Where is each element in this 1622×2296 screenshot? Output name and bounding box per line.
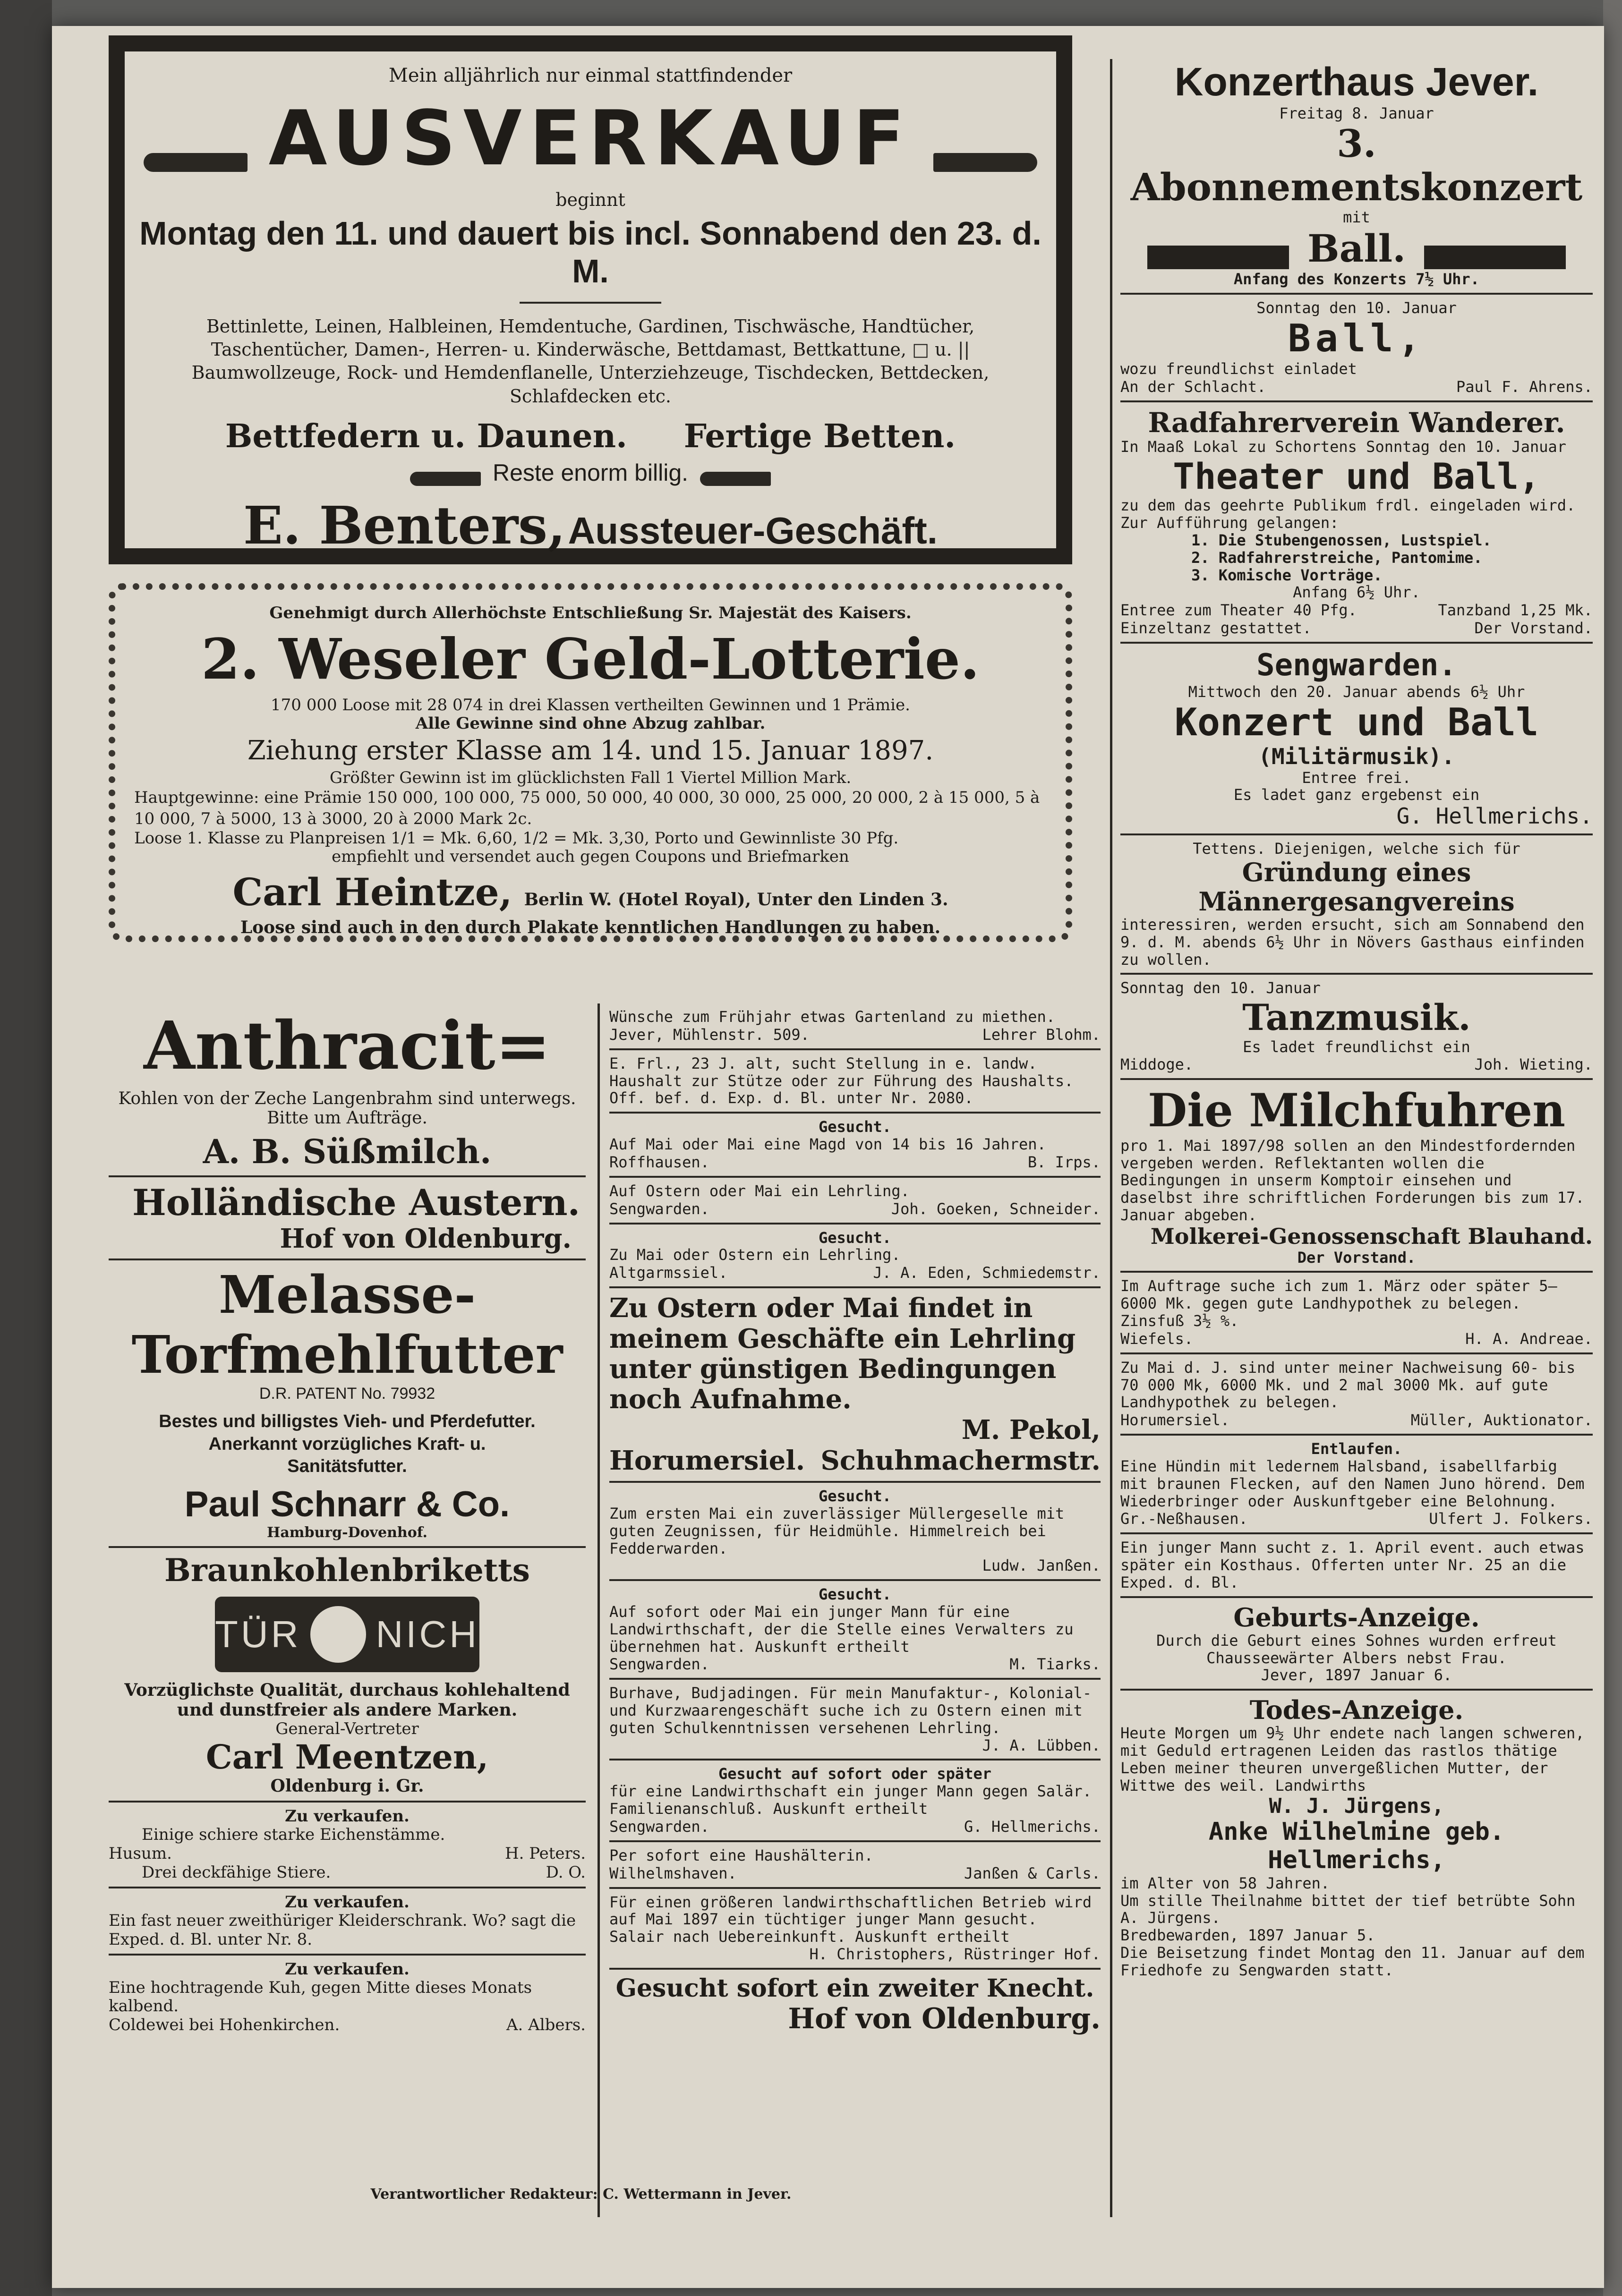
maennergesang-ad [1120, 840, 1593, 968]
melasse-place: Hamburg-Dovenhof. [266, 1524, 427, 1541]
melasse-firm: Paul Schnarr & Co. [184, 1484, 510, 1524]
tuernich-logo [215, 1597, 479, 1672]
verkaufen-seller2: D. O. [546, 1863, 586, 1882]
divider [609, 1759, 1101, 1760]
ad-invite: Es ladet freundlichst ein [1243, 1037, 1470, 1056]
ad-place: Bredbewarden, 1897 Januar 5. [1120, 1926, 1375, 1945]
footer-editor: Verantwortlicher Redakteur: C. Wettermann in Jever. [370, 2186, 792, 2202]
divider [1120, 1532, 1593, 1534]
ad-text: Auf sofort oder Mai ein junger Mann für eine Landwirthschaft, der die Stelle eines Verwalters zu übernehmen hat. Auskunft ertheilt [609, 1602, 1074, 1656]
newspaper-page [52, 26, 1604, 2288]
divider [609, 1678, 1101, 1680]
divider [609, 1968, 1101, 1970]
ad-text: pro 1. Mai 1897/98 sollen an den Mindestfordernden vergeben werden. Reflektanten wollen die Bedingungen in unserm Komptoir einsehen und daselbst ihre schriftlichen Forderungen bis zum 17. Januar abgeben. [1120, 1136, 1585, 1224]
divider [609, 1286, 1101, 1288]
brikett-ad [109, 1553, 586, 1796]
konzerthaus-concert: 3. Abonnementskonzert [1130, 121, 1583, 210]
ad-place: Horumersiel. [609, 1445, 805, 1477]
ball-invite: wozu freundlichst einladet [1120, 359, 1357, 378]
ausverkauf-beds: Fertige Betten. [683, 417, 956, 456]
brikett-desc: Vorzüglichste Qualität, durchaus kohlehaltend und dunstfreier als andere Marken. [124, 1680, 570, 1720]
ad-text: Heute Morgen um 9½ Uhr endete nach langen schweren, mit Geduld ertragenen Leiden das rastlos thätige Leben meiner theuren unvergeßlichen Mutter, der Wittwe des weil. Landwirths [1120, 1724, 1585, 1794]
program-item: 3. Komische Vorträge. [1191, 566, 1383, 584]
melasse-title: Melasse- [218, 1264, 476, 1326]
sengwarden-title2: Konzert und Ball [1174, 700, 1539, 744]
konzerthaus-title: Konzerthaus Jever. [1174, 60, 1539, 104]
verkaufen-seller: A. Albers. [506, 2015, 586, 2034]
scan-right-edge [1603, 0, 1622, 2296]
radfahrer-ad [1120, 407, 1593, 638]
lotterie-approved: Genehmigt durch Allerhöchste Entschließung Sr. Majestät des Kaisers. [269, 604, 912, 622]
ad-signer: Müller, Auktionator. [1410, 1411, 1593, 1429]
ad-head: Gesucht. [818, 1487, 892, 1505]
radfahrer-anfang: Anfang 6½ Uhr. [1293, 583, 1420, 602]
pointing-hand-icon [700, 472, 771, 486]
ad-signer: M. Pekol, [961, 1414, 1101, 1446]
entlaufen-ad [1120, 1440, 1593, 1528]
ad-title: Tanzmusik. [1242, 996, 1471, 1039]
ad-signer: Ulfert J. Folkers. [1429, 1510, 1593, 1528]
verwalter-ad [609, 1586, 1101, 1673]
brikett-place: Oldenburg i. Gr. [270, 1776, 424, 1796]
divider [109, 1546, 586, 1548]
ad-signer: Hof von Oldenburg. [788, 2002, 1101, 2035]
gartenland-ad [609, 1008, 1101, 1044]
ball-date: Sonntag den 10. Januar [1256, 298, 1457, 317]
ad-signer: H. A. Andreae. [1465, 1329, 1593, 1348]
austern-ad [109, 1182, 586, 1254]
sengwarden-title: Sengwarden. [1256, 648, 1457, 683]
verkaufen-head: Zu verkaufen. [285, 1807, 410, 1826]
program-item: 2. Radfahrerstreiche, Pantomime. [1191, 548, 1483, 567]
ad-signer: Paul F. Ahrens. [1456, 377, 1593, 396]
konzerthaus-ad [1120, 59, 1593, 288]
christophers-ad [609, 1894, 1101, 1963]
ad-signer: H. Christophers, Rüstringer Hof. [809, 1945, 1101, 1964]
ad-text2: interessiren, werden ersucht, sich am Sonnabend den 9. d. M. abends 6½ Uhr in Növers Gasthaus einfinden zu wollen. [1120, 915, 1585, 969]
divider [1120, 293, 1593, 295]
ad-text: Gesucht sofort ein zweiter Knecht. [615, 1973, 1094, 2003]
verkaufen-text: Eine hochtragende Kuh, gegen Mitte dieses Monats kalbend. [109, 1978, 532, 2015]
divider [609, 1223, 1101, 1225]
ad-text: Durch die Geburt eines Sohnes wurden erfreut Chausseewärter Albers nebst Frau. [1156, 1631, 1557, 1667]
ad-text: Eine Hündin mit ledernem Halsband, isabellfarbig mit braunen Flecken, auf den Namen Juno hörend. Dem Wiederbringer oder Auskunftgeber eine Belohnung. [1120, 1457, 1585, 1510]
ad-title: Die Milchfuhren [1147, 1084, 1565, 1138]
ad-signer: M. Tiarks. [1009, 1655, 1101, 1674]
pointing-hand-right-icon [933, 153, 1037, 172]
ad-signer: Ludw. Janßen. [982, 1556, 1101, 1575]
divider [1120, 1271, 1593, 1273]
verkaufen-place: Husum. [109, 1844, 172, 1863]
ad-signer: Joh. Wieting. [1474, 1055, 1593, 1074]
program-item: 1. Die Stubengenossen, Lustspiel. [1191, 531, 1492, 550]
lotterie-seller: Carl Heintze, [232, 870, 512, 915]
verkaufen-seller: H. Peters. [504, 1844, 586, 1863]
konzerthaus-mit: mit [1343, 208, 1370, 227]
deceased-husband: W. J. Jürgens, [1269, 1794, 1444, 1818]
anthracit-ad [109, 1008, 586, 1171]
ad-head: Gesucht auf sofort oder später [718, 1765, 991, 1783]
ad-text: für eine Landwirthschaft ein junger Mann gegen Salär. Familienanschluß. Auskunft ertheilt [609, 1782, 1092, 1818]
lotterie-main: Hauptgewinne: eine Prämie 150 000, 100 000, 75 000, 50 000, 40 000, 30 000, 25 000, 20 000, 2 à 15 000, 5 à 10 000, 7 à 5000, 13 à 3000, 20 à 2000 Mark 2c. [134, 788, 1040, 828]
ausverkauf-feathers: Bettfedern u. Daunen. [225, 417, 627, 456]
ad-text: Burhave, Budjadingen. Für mein Manufaktur-, Kolonial- und Kurzwaarengeschäft suche ich zu Ostern einen mit guten Schulkenntnissen versehenen Lehrling. [609, 1684, 1092, 1737]
ad-place: An der Schlacht. [1120, 377, 1266, 396]
radfahrer-theater: Theater und Ball, [1173, 455, 1540, 498]
ausverkauf-firm-suffix: Aussteuer-Geschäft. [568, 510, 938, 552]
pointing-hand-icon [410, 472, 481, 486]
lotterie-line1: 170 000 Loose mit 28 074 in drei Klassen vertheilten Gewinnen und 1 Prämie. [271, 695, 910, 714]
verkaufen-ad-1 [109, 1807, 586, 1882]
ad-title: Gründung eines Männergesangvereins [1198, 857, 1515, 917]
pointing-hand-left-icon [144, 153, 248, 172]
ad-place: Horumersiel. [1120, 1411, 1230, 1429]
pekol-ad [609, 1293, 1101, 1476]
frl-ad: E. Frl., 23 J. alt, sucht Stellung in e. landw. Haushalt zur Stütze oder zur Führung des Haushalts. Off. bef. d. Exp. d. Bl. unter Nr. 2080. [609, 1054, 1074, 1107]
lotterie-also: Loose sind auch in den durch Plakate kenntlichen Handlungen zu haben. [240, 918, 941, 938]
ad-head: Todes-Anzeige. [1249, 1695, 1464, 1726]
middle-column [609, 1008, 1101, 2035]
ad-head: Gesucht. [818, 1585, 892, 1604]
divider [1120, 833, 1593, 835]
konzerthaus-start: Anfang des Konzerts 7½ Uhr. [1233, 270, 1480, 289]
ad-trade: Schuhmachermstr. [820, 1445, 1101, 1477]
ball-ad [1120, 299, 1593, 396]
ad-head: Geburts-Anzeige. [1233, 1602, 1480, 1633]
ad-head: Gesucht. [818, 1228, 892, 1247]
ad-signer: Lehrer Blohm. [982, 1025, 1101, 1044]
ad-place: Roffhausen. [609, 1153, 709, 1171]
divider [609, 1840, 1101, 1842]
ad-date: Jever, 1897 Januar 6. [1261, 1666, 1452, 1684]
divider [609, 1481, 1101, 1483]
ad-signer: G. Hellmerichs. [964, 1817, 1101, 1836]
lotterie-ad [109, 583, 1072, 942]
logo-left-text: TÜR [215, 1613, 301, 1656]
divider [520, 302, 661, 304]
verkaufen-text: Einige schiere starke Eichenstämme. [142, 1825, 445, 1845]
verkaufen-place: Coldewei bei Hohenkirchen. [109, 2015, 340, 2034]
radfahrer-title: Radfahrerverein Wanderer. [1148, 406, 1565, 439]
ausverkauf-dates: Montag den 11. und dauert bis incl. Sonnabend den 23. d. M. [139, 214, 1041, 290]
ausverkauf-intro: Mein alljährlich nur einmal stattfindender [388, 65, 793, 86]
tanzmusik-ad [1120, 979, 1593, 1073]
ad-place: Altgarmssiel. [609, 1264, 728, 1282]
ad-text: Zum ersten Mai ein zuverlässiger Müllergeselle mit guten Zeugnissen, für Heidmühle. Himmelreich bei Fedderwarden. [609, 1504, 1065, 1557]
lotterie-title: 2. Weseler Geld-Lotterie. [201, 626, 980, 692]
divider [609, 1112, 1101, 1114]
verkaufen-head: Zu verkaufen. [285, 1893, 410, 1912]
lotterie-line2: Alle Gewinne sind ohne Abzug zahlbar. [415, 714, 766, 733]
ad-text: Tettens. Diejenigen, welche sich für [1193, 840, 1520, 858]
ad-signer: Janßen & Carls. [964, 1864, 1101, 1882]
divider [1120, 1596, 1593, 1598]
ad-text: Auf Ostern oder Mai ein Lehrling. [609, 1182, 910, 1200]
ad-place: Wilhelmshaven. [609, 1864, 737, 1882]
ad-text: Zu Mai oder Ostern ein Lehrling. [609, 1246, 901, 1264]
ad-place: Sengwarden. [609, 1655, 709, 1674]
sengwarden-ad [1120, 648, 1593, 829]
radfahrer-text: In Maaß Lokal zu Schortens Sonntag den 10. Januar [1120, 438, 1567, 456]
todes-ad [1120, 1695, 1593, 1979]
brikett-name: Carl Meentzen, [205, 1737, 489, 1777]
column-rule-middle [598, 1003, 600, 2217]
luebben-ad [609, 1684, 1101, 1754]
ornament-bar [1424, 246, 1566, 269]
hellmerichs-ad [609, 1765, 1101, 1835]
ad-text: Zu Mai d. J. sind unter meiner Nachweisung 60- bis 70 000 Mk, 6000 Mk. und 2 mal 3000 Mk. auf gute Landhypothek zu belegen. [1120, 1358, 1576, 1412]
divider [1120, 1352, 1593, 1354]
verkaufen-head: Zu verkaufen. [285, 1959, 410, 1979]
radfahrer-entree: Entree zum Theater 40 Pfg. [1120, 601, 1357, 620]
divider [609, 1887, 1101, 1889]
ad-date: Sonntag den 10. Januar [1120, 979, 1321, 997]
ornament-bar [1147, 246, 1289, 269]
ausverkauf-headline: AUSVERKAUF [268, 94, 913, 182]
melasse-desc: Bestes und billigstes Vieh- und Pferdefutter. Anerkannt vorzügliches Kraft- u. Sanitätsfutter. [159, 1412, 536, 1477]
ad-text: Per sofort eine Haushälterin. [609, 1846, 873, 1864]
ball-title: Ball, [1288, 316, 1426, 360]
divider [109, 1887, 586, 1888]
konzerthaus-date: Freitag 8. Januar [1279, 104, 1434, 122]
lotterie-largest: Größter Gewinn ist im glücklichsten Fall 1 Viertel Million Mark. [329, 768, 852, 788]
ad-firm: Molkerei-Genossenschaft Blauhand. [1150, 1223, 1593, 1249]
melasse-patent: D.R. PATENT No. 79932 [259, 1385, 435, 1403]
radfahrer-tanzband: Tanzband 1,25 Mk. [1438, 601, 1593, 620]
divider [109, 1259, 586, 1260]
radfahrer-einzel: Einzeltanz gestattet. [1120, 619, 1312, 638]
geburt-ad [1120, 1603, 1593, 1684]
haushaelterin-ad [609, 1847, 1101, 1882]
lotterie-price: Loose 1. Klasse zu Planpreisen 1/1 = Mk. 6,60, 1/2 = Mk. 3,30, Porto und Gewinnliste 30 Pfg. [134, 828, 899, 848]
ad-place: Wiefels. [1120, 1329, 1194, 1348]
divider [1120, 400, 1593, 402]
radfahrer-vorstand: Der Vorstand. [1474, 619, 1593, 638]
lotterie-draw: Ziehung erster Klasse am 14. und 15. Januar 1897. [247, 735, 934, 766]
brikett-agent: General-Vertreter [275, 1719, 419, 1739]
lehrling-ad-1 [609, 1182, 1101, 1218]
ad-place: Jever, Mühlenstr. 509. [609, 1025, 810, 1044]
ad-head: Entlaufen. [1311, 1440, 1402, 1458]
right-column [1120, 59, 1593, 1979]
divider [1120, 642, 1593, 644]
sengwarden-date: Mittwoch den 20. Januar abends 6½ Uhr [1188, 682, 1525, 701]
ad-text: Auf Mai oder Mai eine Magd von 14 bis 16 Jahren. [609, 1135, 1046, 1153]
radfahrer-text2: zu dem das geehrte Publikum frdl. eingeladen wird. Zur Aufführung gelangen: [1120, 496, 1576, 532]
mueller-ad [1120, 1359, 1593, 1429]
brikett-title: Braunkohlenbriketts [164, 1551, 530, 1589]
ad-text: Wünsche zum Frühjahr etwas Gartenland zu miethen. [609, 1008, 1056, 1026]
ad-place: Sengwarden. [609, 1199, 709, 1218]
verkaufen-ad-2 [109, 1893, 586, 1948]
anthracit-title: Anthracit= [144, 1007, 551, 1085]
ad-place: Middoge. [1120, 1055, 1194, 1074]
ad-signer: Joh. Goeken, Schneider. [891, 1199, 1101, 1218]
ad-text: Für einen größeren landwirthschaftlichen Betrieb wird auf Mai 1897 ein tüchtiger junger Mann gesucht. Salair nach Uebereinkunft. Auskunft ertheilt [609, 1893, 1092, 1946]
divider [609, 1048, 1101, 1050]
ad-text: Im Auftrage suche ich zum 1. März oder später 5—6000 Mk. gegen gute Landhypothek zu belegen. Zinsfuß 3½ %. [1120, 1277, 1557, 1330]
deceased-name: Anke Wilhelmine geb. Hellmerichs, [1208, 1818, 1505, 1874]
sengwarden-entree: Entree frei. [1302, 768, 1411, 787]
melasse-ad [109, 1265, 586, 1541]
melasse-title2: Torfmehlfutter [131, 1324, 563, 1385]
lotterie-coupons: empfiehlt und versendet auch gegen Coupons und Briefmarken [332, 847, 849, 866]
divider [1120, 1078, 1593, 1080]
ausverkauf-begins: beginnt [555, 189, 625, 210]
ad-head: Gesucht. [818, 1118, 892, 1136]
ausverkauf-ad [109, 35, 1072, 564]
konzerthaus-ball: Ball. [1307, 226, 1406, 271]
ausverkauf-goods: Bettinlette, Leinen, Halbleinen, Hemdentuche, Gardinen, Tischwäsche, Handtücher, Taschentücher, Damen-, Herren- u. Kinderwäsche, Bettdamast, Bettkattune, □ u. || Baumwollzeuge, Rock- und Hemdenflanelle, Unterziehzeuge, Tischdecken, Bettdecken, Schlafdecken etc. [191, 315, 990, 407]
sengwarden-name: G. Hellmerichs. [1396, 803, 1593, 829]
ad-signer: J. A. Lübben. [982, 1736, 1101, 1754]
anthracit-text: Kohlen von der Zeche Langenbrahm sind unterwegs. Bitte um Aufträge. [118, 1089, 576, 1128]
sengwarden-sub: (Militärmusik). [1258, 743, 1455, 769]
divider [609, 1176, 1101, 1178]
divider [109, 1175, 586, 1177]
verkaufen-text: Ein fast neuer zweithüriger Kleiderschrank. Wo? sagt die Exped. d. Bl. unter Nr. 8. [109, 1911, 576, 1949]
kosthaus-ad: Ein junger Mann sucht z. 1. April event. auch etwas später ein Kosthaus. Offerten unter Nr. 25 an die Exped. d. Bl. [1120, 1539, 1585, 1591]
verkaufen-ad-3 [109, 1960, 586, 2034]
left-column [109, 1008, 586, 2034]
ausverkauf-remnants: Reste enorm billig. [492, 459, 689, 486]
austern-title: Holländische Austern. [132, 1182, 581, 1224]
column-rule-right [1110, 59, 1112, 2217]
lotterie-address: Berlin W. (Hotel Royal), Unter den Linden 3. [524, 890, 948, 910]
divider [109, 1954, 586, 1956]
muellergeselle-ad [609, 1488, 1101, 1574]
logo-right-text: NICH [376, 1613, 479, 1656]
divider [1120, 1434, 1593, 1436]
ausverkauf-firm: E. Benters, [243, 495, 566, 556]
divider [109, 1801, 586, 1803]
sengwarden-invite: Es ladet ganz ergebenst ein [1233, 786, 1480, 804]
ad-text: Zu Ostern oder Mai findet in meinem Geschäfte ein Lehrling unter günstigen Bedingungen noch Aufnahme. [609, 1293, 1076, 1415]
andreae-ad [1120, 1277, 1593, 1347]
ad-ask: Um stille Theilnahme bittet der tief betrübte Sohn A. Jürgens. [1120, 1891, 1576, 1927]
ad-signer: J. A. Eden, Schmiedemstr. [873, 1264, 1101, 1282]
anthracit-name: A. B. Süßmilch. [203, 1131, 492, 1171]
ad-place: Sengwarden. [609, 1817, 709, 1836]
milch-ad [1120, 1085, 1593, 1266]
austern-name: Hof von Oldenburg. [280, 1223, 572, 1254]
magd-ad [609, 1118, 1101, 1171]
lehrling-ad-2 [609, 1229, 1101, 1282]
ad-burial: Die Beisetzung findet Montag den 11. Januar auf dem Friedhofe zu Sengwarden statt. [1120, 1943, 1585, 1979]
divider [609, 1579, 1101, 1581]
verkaufen-text2: Drei deckfähige Stiere. [142, 1863, 331, 1882]
ad-place: Gr.-Neßhausen. [1120, 1510, 1248, 1528]
knecht-ad [609, 1974, 1101, 2035]
ad-signer: B. Irps. [1027, 1153, 1101, 1171]
deceased-age: im Alter von 58 Jahren. [1120, 1874, 1330, 1892]
divider [1120, 1689, 1593, 1691]
lion-icon [310, 1606, 366, 1663]
ad-board: Der Vorstand. [1297, 1248, 1416, 1267]
divider [1120, 973, 1593, 975]
scan-left-edge [0, 0, 52, 2296]
